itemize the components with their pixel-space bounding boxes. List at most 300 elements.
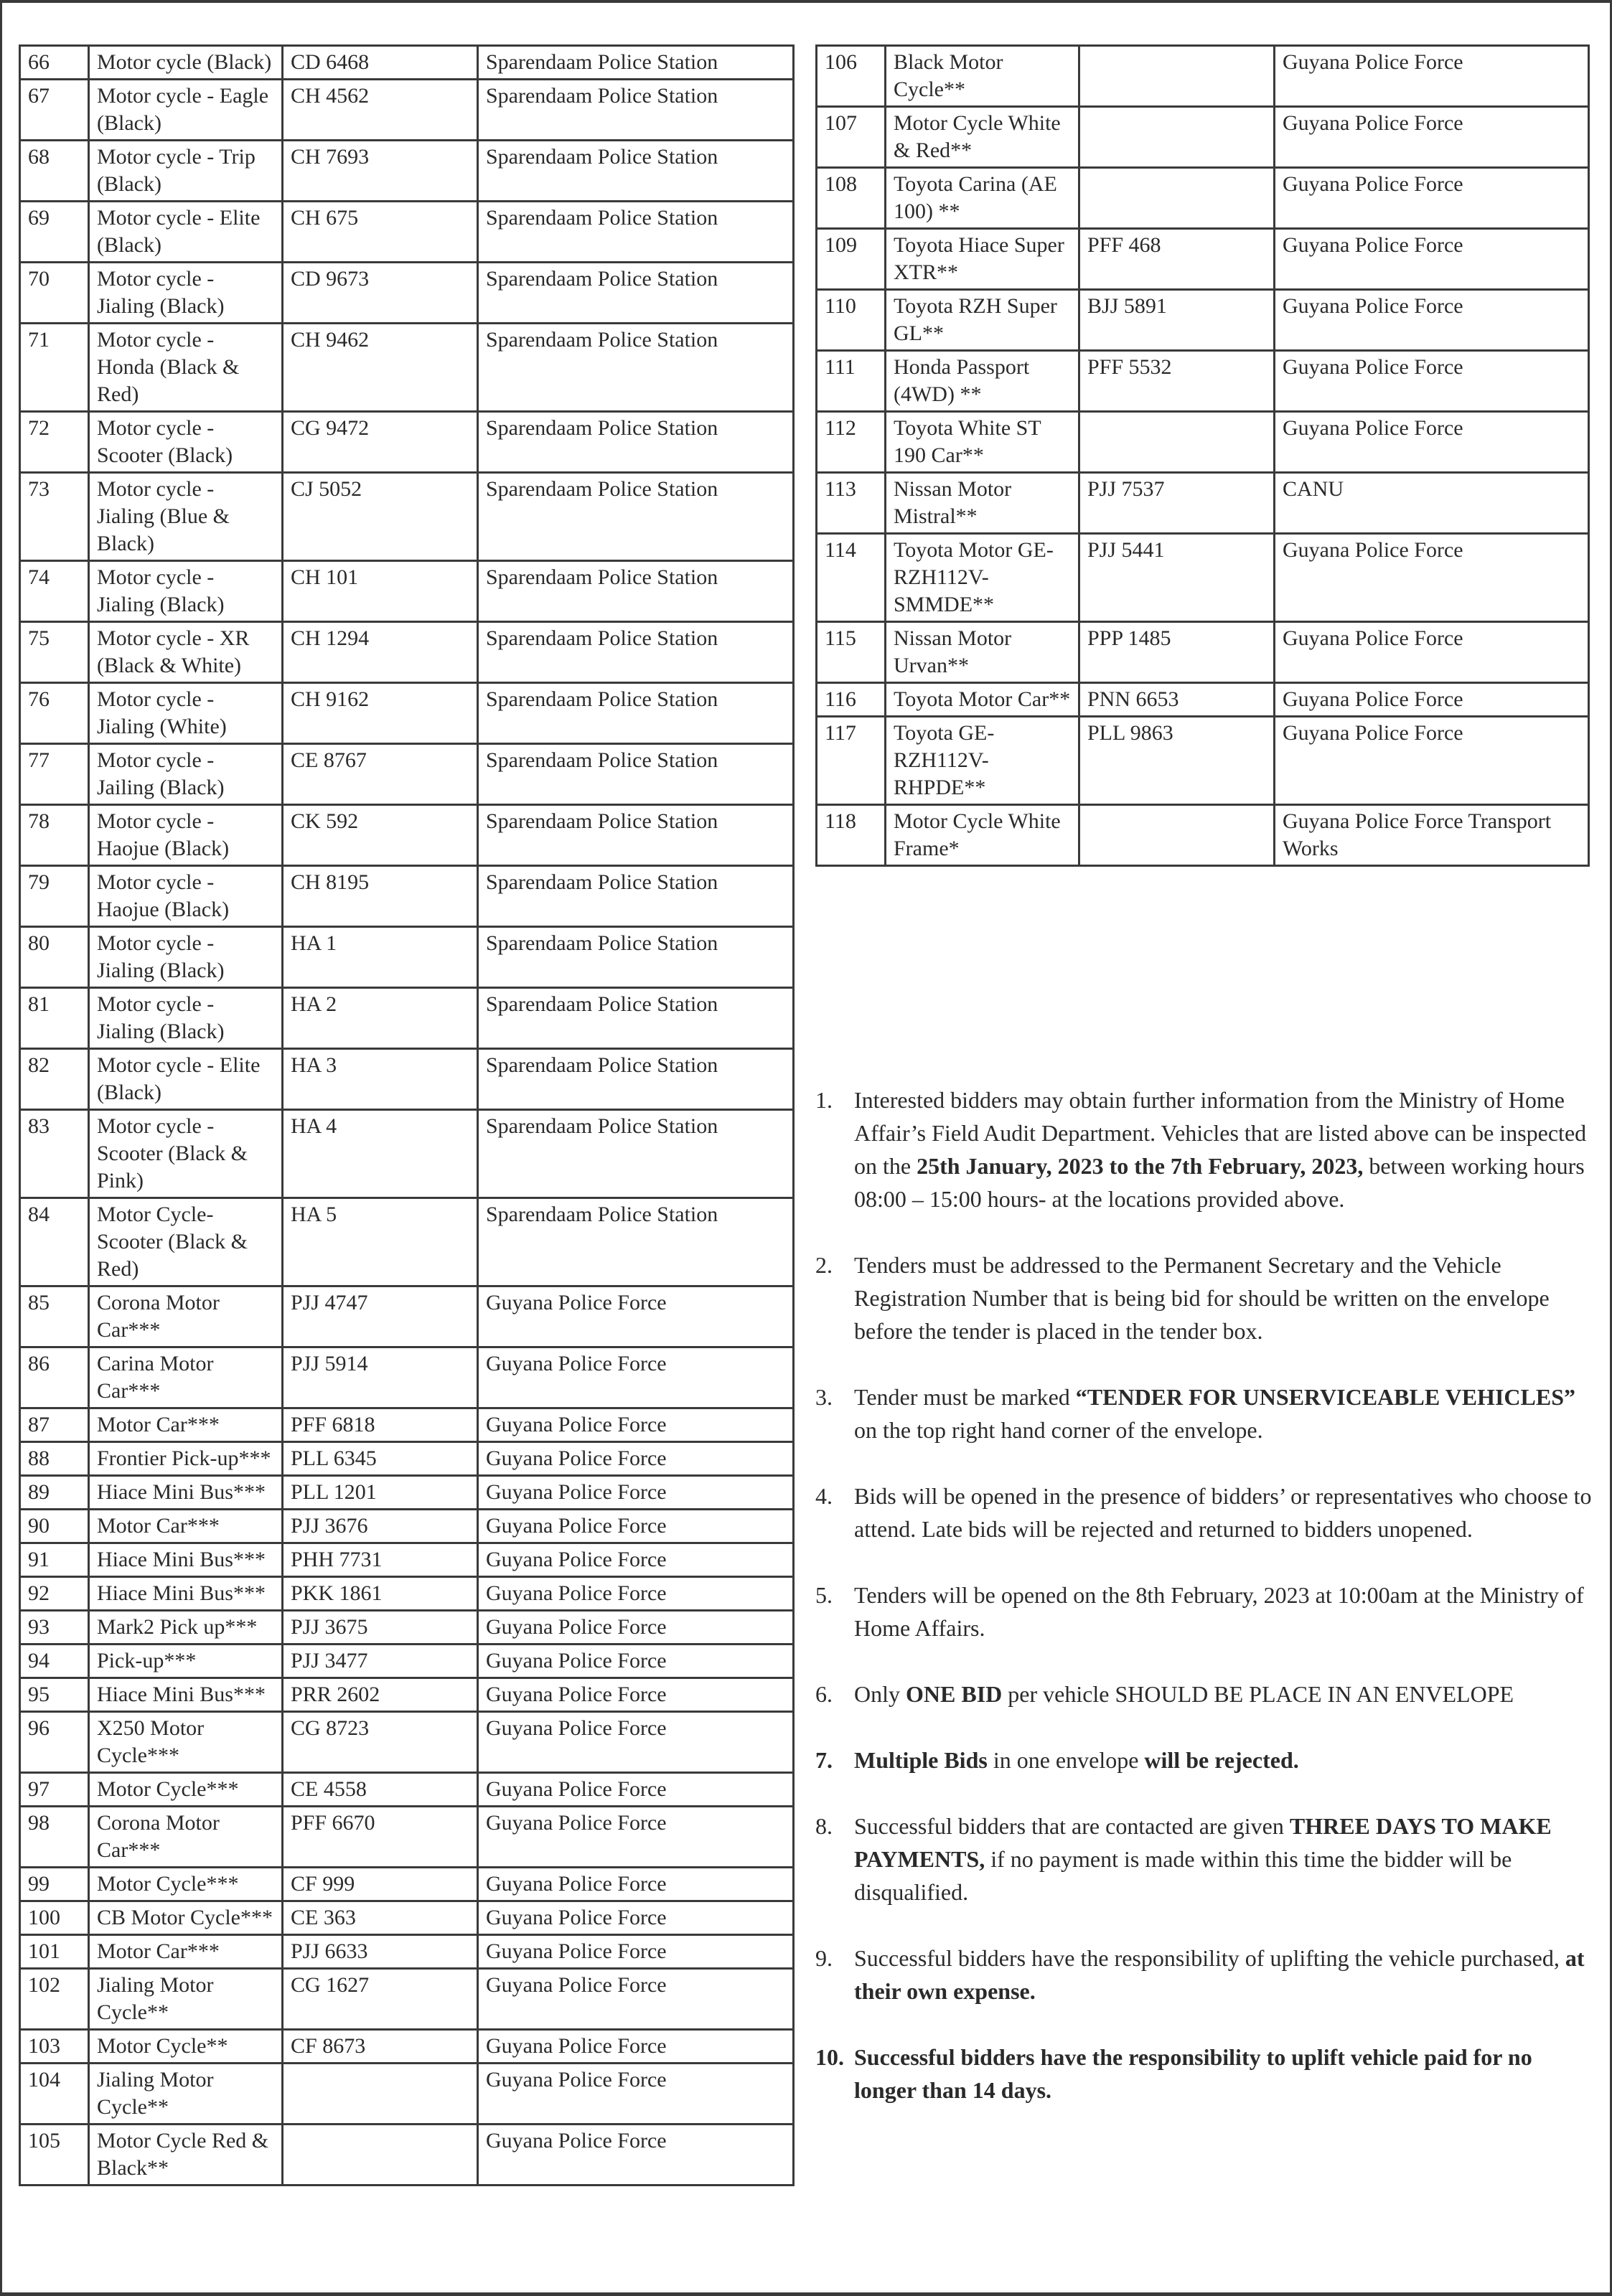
cell-number: 73 xyxy=(20,473,89,561)
condition-item xyxy=(815,1479,1598,1545)
cell-description: Hiace Mini Bus*** xyxy=(89,1678,283,1712)
cell-number: 112 xyxy=(817,412,886,473)
cell-number: 111 xyxy=(817,351,886,412)
cell-description: Jialing Motor Cycle** xyxy=(89,2064,283,2125)
cell-registration: PJJ 7537 xyxy=(1079,473,1275,534)
cell-number: 110 xyxy=(817,290,886,351)
cell-location: Guyana Police Force xyxy=(478,1712,794,1773)
cell-number: 104 xyxy=(20,2064,89,2125)
cell-registration: PFF 6818 xyxy=(283,1408,478,1442)
cell-location: Guyana Police Force xyxy=(478,1476,794,1510)
table-row xyxy=(20,1712,794,1773)
cell-description: Motor cycle (Black) xyxy=(89,46,283,80)
cell-registration: PRR 2602 xyxy=(283,1678,478,1712)
table-row xyxy=(817,622,1589,683)
cell-registration: PLL 1201 xyxy=(283,1476,478,1510)
condition-number: 2. xyxy=(815,1252,833,1278)
cell-number: 116 xyxy=(817,683,886,717)
cell-number: 76 xyxy=(20,683,89,744)
cell-registration: CH 675 xyxy=(283,202,478,263)
table-row xyxy=(20,1110,794,1198)
condition-item xyxy=(815,1942,1598,2008)
cell-registration: CE 8767 xyxy=(283,744,478,805)
table-row xyxy=(20,324,794,412)
cell-description: Motor cycle - Honda (Black & Red) xyxy=(89,324,283,412)
cell-location: Guyana Police Force xyxy=(478,1577,794,1611)
cell-location: CANU xyxy=(1275,473,1589,534)
condition-item xyxy=(815,1744,1598,1777)
table-row xyxy=(20,1286,794,1347)
condition-text xyxy=(854,1479,1598,1545)
condition-text xyxy=(854,2041,1598,2107)
condition-text xyxy=(854,1578,1598,1645)
cell-number: 71 xyxy=(20,324,89,412)
cell-number: 74 xyxy=(20,561,89,622)
cell-number: 81 xyxy=(20,988,89,1049)
cell-registration xyxy=(1079,805,1275,866)
cell-location: Guyana Police Force xyxy=(478,1901,794,1935)
cell-registration: CJ 5052 xyxy=(283,473,478,561)
cell-description: Motor Cycle White Frame* xyxy=(886,805,1079,866)
cell-registration xyxy=(283,2125,478,2186)
cell-description: Toyota Motor GE-RZH112V-SMMDE** xyxy=(886,534,1079,622)
cell-location: Sparendaam Police Station xyxy=(478,927,794,988)
cell-description: Motor Cycle*** xyxy=(89,1773,283,1807)
condition-text-segment: per vehicle SHOULD BE PLACE IN AN ENVELOPE xyxy=(1002,1681,1514,1707)
cell-number: 83 xyxy=(20,1110,89,1198)
table-row xyxy=(20,46,794,80)
cell-description: Mark2 Pick up*** xyxy=(89,1611,283,1645)
cell-location: Guyana Police Force xyxy=(478,1286,794,1347)
condition-text-segment: on the top right hand corner of the envelope. xyxy=(854,1417,1263,1443)
table-row xyxy=(817,290,1589,351)
table-row xyxy=(20,263,794,324)
cell-description: Motor cycle - Haojue (Black) xyxy=(89,805,283,866)
cell-description: Pick-up*** xyxy=(89,1645,283,1678)
cell-location: Guyana Police Force xyxy=(478,1807,794,1868)
table-row xyxy=(817,473,1589,534)
cell-registration: HA 5 xyxy=(283,1198,478,1286)
condition-text-emphasis: ONE BID xyxy=(906,1681,1003,1707)
table-row xyxy=(20,1577,794,1611)
cell-registration: CG 8723 xyxy=(283,1712,478,1773)
cell-location: Guyana Police Force xyxy=(478,1935,794,1969)
cell-registration: PFF 468 xyxy=(1079,229,1275,290)
cell-description: Motor Cycle** xyxy=(89,2030,283,2064)
condition-text-segment: Successful bidders have the responsibility of uplifting the vehicle purchased, xyxy=(854,1945,1565,1971)
cell-location: Guyana Police Force xyxy=(1275,534,1589,622)
cell-description: CB Motor Cycle*** xyxy=(89,1901,283,1935)
cell-description: Motor Cycle- Scooter (Black & Red) xyxy=(89,1198,283,1286)
cell-number: 82 xyxy=(20,1049,89,1110)
cell-location: Guyana Police Force xyxy=(1275,290,1589,351)
table-row xyxy=(20,80,794,141)
cell-location: Guyana Police Force xyxy=(1275,107,1589,168)
table-row xyxy=(817,412,1589,473)
table-row xyxy=(20,141,794,202)
table-row xyxy=(817,717,1589,805)
cell-description: Motor cycle - Jialing (Black) xyxy=(89,988,283,1049)
table-row xyxy=(20,1969,794,2030)
cell-registration: PFF 6670 xyxy=(283,1807,478,1868)
cell-registration: PKK 1861 xyxy=(283,1577,478,1611)
condition-number: 6. xyxy=(815,1681,833,1707)
cell-description: Toyota Motor Car** xyxy=(886,683,1079,717)
cell-description: Motor Car*** xyxy=(89,1935,283,1969)
cell-description: X250 Motor Cycle*** xyxy=(89,1712,283,1773)
cell-number: 115 xyxy=(817,622,886,683)
cell-registration xyxy=(1079,107,1275,168)
cell-number: 103 xyxy=(20,2030,89,2064)
cell-number: 86 xyxy=(20,1347,89,1408)
cell-number: 70 xyxy=(20,263,89,324)
condition-item xyxy=(815,1248,1598,1347)
cell-number: 91 xyxy=(20,1543,89,1577)
condition-text xyxy=(854,1083,1598,1215)
cell-location: Guyana Police Force xyxy=(478,1510,794,1543)
condition-text xyxy=(854,1744,1598,1777)
cell-registration: CF 8673 xyxy=(283,2030,478,2064)
cell-number: 105 xyxy=(20,2125,89,2186)
cell-number: 114 xyxy=(817,534,886,622)
cell-number: 79 xyxy=(20,866,89,927)
condition-text-segment: in one envelope xyxy=(987,1747,1145,1773)
condition-item xyxy=(815,1810,1598,1909)
cell-registration xyxy=(1079,168,1275,229)
cell-registration: PJJ 5914 xyxy=(283,1347,478,1408)
cell-number: 92 xyxy=(20,1577,89,1611)
cell-description: Hiace Mini Bus*** xyxy=(89,1577,283,1611)
table-row xyxy=(20,412,794,473)
cell-description: Motor cycle - Jailing (Black) xyxy=(89,744,283,805)
table-row xyxy=(817,683,1589,717)
cell-location: Sparendaam Police Station xyxy=(478,141,794,202)
condition-text-emphasis: Multiple Bids xyxy=(854,1747,988,1773)
condition-item xyxy=(815,2041,1598,2107)
table-row xyxy=(20,202,794,263)
cell-number: 101 xyxy=(20,1935,89,1969)
condition-text xyxy=(854,1678,1598,1711)
cell-registration: CH 4562 xyxy=(283,80,478,141)
cell-description: Motor cycle - Elite (Black) xyxy=(89,1049,283,1110)
cell-registration: BJJ 5891 xyxy=(1079,290,1275,351)
cell-registration xyxy=(283,2064,478,2125)
cell-number: 97 xyxy=(20,1773,89,1807)
condition-text-segment: Tenders must be addressed to the Permanent Secretary and the Vehicle Registration Number that is being bid for should be written on the envelope before the tender is placed in the tender box. xyxy=(854,1252,1550,1344)
table-row xyxy=(817,805,1589,866)
cell-number: 108 xyxy=(817,168,886,229)
cell-description: Motor cycle - Elite (Black) xyxy=(89,202,283,263)
cell-registration: CD 6468 xyxy=(283,46,478,80)
cell-location: Sparendaam Police Station xyxy=(478,46,794,80)
cell-location: Guyana Police Force xyxy=(478,1645,794,1678)
cell-number: 96 xyxy=(20,1712,89,1773)
cell-description: Motor Cycle White & Red** xyxy=(886,107,1079,168)
table-row xyxy=(20,927,794,988)
cell-number: 88 xyxy=(20,1442,89,1476)
cell-description: Motor cycle - Jialing (Black) xyxy=(89,561,283,622)
cell-registration: HA 4 xyxy=(283,1110,478,1198)
condition-text-segment: Tenders will be opened on the 8th February, 2023 at 10:00am at the Ministry of Home Affairs. xyxy=(854,1582,1584,1641)
cell-location: Guyana Police Force xyxy=(478,1773,794,1807)
cell-number: 106 xyxy=(817,46,886,107)
cell-description: Jialing Motor Cycle** xyxy=(89,1969,283,2030)
cell-location: Guyana Police Force xyxy=(478,1543,794,1577)
table-row xyxy=(20,1049,794,1110)
cell-description: Motor Cycle Red & Black** xyxy=(89,2125,283,2186)
cell-number: 98 xyxy=(20,1807,89,1868)
condition-number: 4. xyxy=(815,1483,833,1509)
cell-description: Toyota RZH Super GL** xyxy=(886,290,1079,351)
cell-description: Motor cycle - XR (Black & White) xyxy=(89,622,283,683)
cell-number: 113 xyxy=(817,473,886,534)
table-row xyxy=(20,1773,794,1807)
cell-registration: PNN 6653 xyxy=(1079,683,1275,717)
cell-number: 75 xyxy=(20,622,89,683)
condition-text-segment: between working hours 08:00 – 15:00 hours- at the locations provided above. xyxy=(854,1153,1585,1212)
condition-text xyxy=(854,1810,1598,1909)
cell-location: Sparendaam Police Station xyxy=(478,1049,794,1110)
condition-number: 1. xyxy=(815,1087,833,1113)
condition-text-emphasis: Successful bidders have the responsibility to uplift vehicle paid for no longer than 14 days. xyxy=(854,2044,1532,2103)
table-row xyxy=(20,1935,794,1969)
cell-location: Guyana Police Force xyxy=(1275,683,1589,717)
cell-number: 67 xyxy=(20,80,89,141)
cell-description: Hiace Mini Bus*** xyxy=(89,1476,283,1510)
table-row xyxy=(817,534,1589,622)
condition-text-segment: Tender must be marked xyxy=(854,1384,1076,1410)
table-row xyxy=(20,1868,794,1901)
table-row xyxy=(20,866,794,927)
cell-location: Guyana Police Force xyxy=(1275,622,1589,683)
cell-description: Motor Cycle*** xyxy=(89,1868,283,1901)
cell-number: 72 xyxy=(20,412,89,473)
cell-description: Motor cycle - Trip (Black) xyxy=(89,141,283,202)
cell-registration: CD 9673 xyxy=(283,263,478,324)
cell-registration xyxy=(1079,46,1275,107)
cell-location: Guyana Police Force xyxy=(478,1408,794,1442)
cell-number: 94 xyxy=(20,1645,89,1678)
cell-location: Sparendaam Police Station xyxy=(478,988,794,1049)
cell-location: Guyana Police Force xyxy=(478,1442,794,1476)
cell-location: Sparendaam Police Station xyxy=(478,324,794,412)
cell-number: 107 xyxy=(817,107,886,168)
condition-text-emphasis: THREE DAYS TO MAKE PAYMENTS, xyxy=(854,1813,1552,1872)
condition-number: 9. xyxy=(815,1945,833,1971)
cell-registration: PJJ 3675 xyxy=(283,1611,478,1645)
condition-item xyxy=(815,1678,1598,1711)
cell-registration: CH 1294 xyxy=(283,622,478,683)
cell-description: Toyota Hiace Super XTR** xyxy=(886,229,1079,290)
condition-text xyxy=(854,1380,1598,1446)
condition-number: 8. xyxy=(815,1813,833,1839)
table-row xyxy=(20,988,794,1049)
cell-number: 66 xyxy=(20,46,89,80)
cell-number: 109 xyxy=(817,229,886,290)
cell-location: Guyana Police Force xyxy=(1275,46,1589,107)
table-row xyxy=(20,1807,794,1868)
cell-location: Sparendaam Police Station xyxy=(478,202,794,263)
vehicle-table-left xyxy=(19,44,795,2186)
cell-description: Motor Car*** xyxy=(89,1510,283,1543)
cell-location: Sparendaam Police Station xyxy=(478,1198,794,1286)
table-row xyxy=(20,683,794,744)
cell-location: Guyana Police Force Transport Works xyxy=(1275,805,1589,866)
cell-description: Motor cycle - Jialing (Blue & Black) xyxy=(89,473,283,561)
cell-registration: HA 3 xyxy=(283,1049,478,1110)
condition-text-segment: Only xyxy=(854,1681,906,1707)
condition-text-emphasis: 25th January, 2023 to the 7th February, 2023, xyxy=(917,1153,1364,1179)
cell-registration: PJJ 6633 xyxy=(283,1935,478,1969)
cell-description: Toyota GE-RZH112V-RHPDE** xyxy=(886,717,1079,805)
table-row xyxy=(20,2064,794,2125)
cell-registration: CH 9162 xyxy=(283,683,478,744)
cell-registration: HA 1 xyxy=(283,927,478,988)
vehicle-table-right xyxy=(815,44,1590,867)
table-row xyxy=(20,1611,794,1645)
cell-description: Black Motor Cycle** xyxy=(886,46,1079,107)
cell-location: Guyana Police Force xyxy=(478,1347,794,1408)
cell-location: Guyana Police Force xyxy=(478,2064,794,2125)
cell-description: Motor cycle - Jialing (Black) xyxy=(89,263,283,324)
cell-registration: PPP 1485 xyxy=(1079,622,1275,683)
table-row xyxy=(20,1645,794,1678)
table-row xyxy=(20,1510,794,1543)
cell-location: Sparendaam Police Station xyxy=(478,622,794,683)
cell-description: Toyota White ST 190 Car** xyxy=(886,412,1079,473)
cell-description: Motor cycle - Eagle (Black) xyxy=(89,80,283,141)
cell-number: 93 xyxy=(20,1611,89,1645)
cell-registration: PLL 9863 xyxy=(1079,717,1275,805)
cell-number: 89 xyxy=(20,1476,89,1510)
cell-description: Honda Passport (4WD) ** xyxy=(886,351,1079,412)
cell-description: Frontier Pick-up*** xyxy=(89,1442,283,1476)
cell-registration: PJJ 3477 xyxy=(283,1645,478,1678)
cell-description: Motor cycle - Scooter (Black & Pink) xyxy=(89,1110,283,1198)
cell-location: Sparendaam Police Station xyxy=(478,561,794,622)
condition-text-emphasis: “TENDER FOR UNSERVICEABLE VEHICLES” xyxy=(1075,1384,1575,1410)
table-row xyxy=(20,473,794,561)
cell-registration: CH 101 xyxy=(283,561,478,622)
cell-number: 99 xyxy=(20,1868,89,1901)
condition-text-segment: Interested bidders may obtain further information from the Ministry of Home Affair’s Field Audit Department. Vehicles that are listed above can be inspected on the xyxy=(854,1087,1587,1179)
condition-text-segment: Bids will be opened in the presence of bidders’ or representatives who choose to attend. Late bids will be rejected and returned to bidders unopened. xyxy=(854,1483,1592,1542)
table-row xyxy=(20,1347,794,1408)
cell-location: Guyana Police Force xyxy=(1275,717,1589,805)
cell-description: Motor cycle - Jialing (White) xyxy=(89,683,283,744)
cell-location: Sparendaam Police Station xyxy=(478,263,794,324)
cell-number: 87 xyxy=(20,1408,89,1442)
table-row xyxy=(20,2125,794,2186)
cell-location: Sparendaam Police Station xyxy=(478,80,794,141)
cell-number: 85 xyxy=(20,1286,89,1347)
table-row xyxy=(20,805,794,866)
table-row xyxy=(817,168,1589,229)
condition-text xyxy=(854,1942,1598,2008)
cell-description: Toyota Carina (AE 100) ** xyxy=(886,168,1079,229)
condition-text-segment: if no payment is made within this time the bidder will be disqualified. xyxy=(854,1846,1512,1905)
cell-number: 78 xyxy=(20,805,89,866)
cell-number: 117 xyxy=(817,717,886,805)
cell-description: Motor cycle - Scooter (Black) xyxy=(89,412,283,473)
cell-registration: HA 2 xyxy=(283,988,478,1049)
cell-location: Guyana Police Force xyxy=(1275,229,1589,290)
cell-location: Sparendaam Police Station xyxy=(478,473,794,561)
condition-item xyxy=(815,1083,1598,1215)
vehicle-table-right-body xyxy=(817,46,1589,866)
cell-registration: CH 7693 xyxy=(283,141,478,202)
table-row xyxy=(20,1476,794,1510)
cell-registration: CG 9472 xyxy=(283,412,478,473)
table-row xyxy=(20,2030,794,2064)
table-row xyxy=(20,1543,794,1577)
table-row xyxy=(20,1198,794,1286)
cell-description: Motor cycle - Jialing (Black) xyxy=(89,927,283,988)
cell-location: Sparendaam Police Station xyxy=(478,744,794,805)
cell-location: Guyana Police Force xyxy=(478,1611,794,1645)
table-row xyxy=(817,46,1589,107)
cell-registration: CF 999 xyxy=(283,1868,478,1901)
condition-number: 3. xyxy=(815,1384,833,1410)
cell-number: 68 xyxy=(20,141,89,202)
cell-location: Guyana Police Force xyxy=(478,1868,794,1901)
cell-location: Guyana Police Force xyxy=(1275,168,1589,229)
cell-registration: PJJ 5441 xyxy=(1079,534,1275,622)
cell-location: Guyana Police Force xyxy=(478,2030,794,2064)
cell-number: 90 xyxy=(20,1510,89,1543)
cell-number: 80 xyxy=(20,927,89,988)
table-row xyxy=(20,1678,794,1712)
cell-registration: CE 4558 xyxy=(283,1773,478,1807)
cell-description: Motor cycle - Haojue (Black) xyxy=(89,866,283,927)
table-row xyxy=(20,561,794,622)
cell-description: Motor Car*** xyxy=(89,1408,283,1442)
condition-number: 10. xyxy=(815,2044,844,2070)
condition-item xyxy=(815,1380,1598,1446)
cell-number: 77 xyxy=(20,744,89,805)
condition-number: 7. xyxy=(815,1747,833,1773)
table-row xyxy=(817,351,1589,412)
cell-description: Corona Motor Car*** xyxy=(89,1807,283,1868)
cell-location: Sparendaam Police Station xyxy=(478,805,794,866)
condition-text xyxy=(854,1248,1598,1347)
table-row xyxy=(817,107,1589,168)
cell-registration: CE 363 xyxy=(283,1901,478,1935)
cell-number: 69 xyxy=(20,202,89,263)
cell-registration: PJJ 3676 xyxy=(283,1510,478,1543)
cell-registration: CH 8195 xyxy=(283,866,478,927)
cell-registration: CG 1627 xyxy=(283,1969,478,2030)
cell-location: Sparendaam Police Station xyxy=(478,683,794,744)
cell-description: Nissan Motor Urvan** xyxy=(886,622,1079,683)
cell-description: Carina Motor Car*** xyxy=(89,1347,283,1408)
cell-location: Guyana Police Force xyxy=(478,1969,794,2030)
cell-registration xyxy=(1079,412,1275,473)
cell-registration: PFF 5532 xyxy=(1079,351,1275,412)
cell-location: Guyana Police Force xyxy=(478,2125,794,2186)
table-row xyxy=(20,1901,794,1935)
cell-location: Sparendaam Police Station xyxy=(478,412,794,473)
cell-number: 100 xyxy=(20,1901,89,1935)
cell-location: Guyana Police Force xyxy=(478,1678,794,1712)
cell-registration: CK 592 xyxy=(283,805,478,866)
cell-description: Hiace Mini Bus*** xyxy=(89,1543,283,1577)
tender-conditions-list xyxy=(815,1083,1598,2140)
table-row xyxy=(817,229,1589,290)
condition-text-segment: Successful bidders that are contacted are given xyxy=(854,1813,1290,1839)
cell-registration: PLL 6345 xyxy=(283,1442,478,1476)
cell-location: Sparendaam Police Station xyxy=(478,866,794,927)
